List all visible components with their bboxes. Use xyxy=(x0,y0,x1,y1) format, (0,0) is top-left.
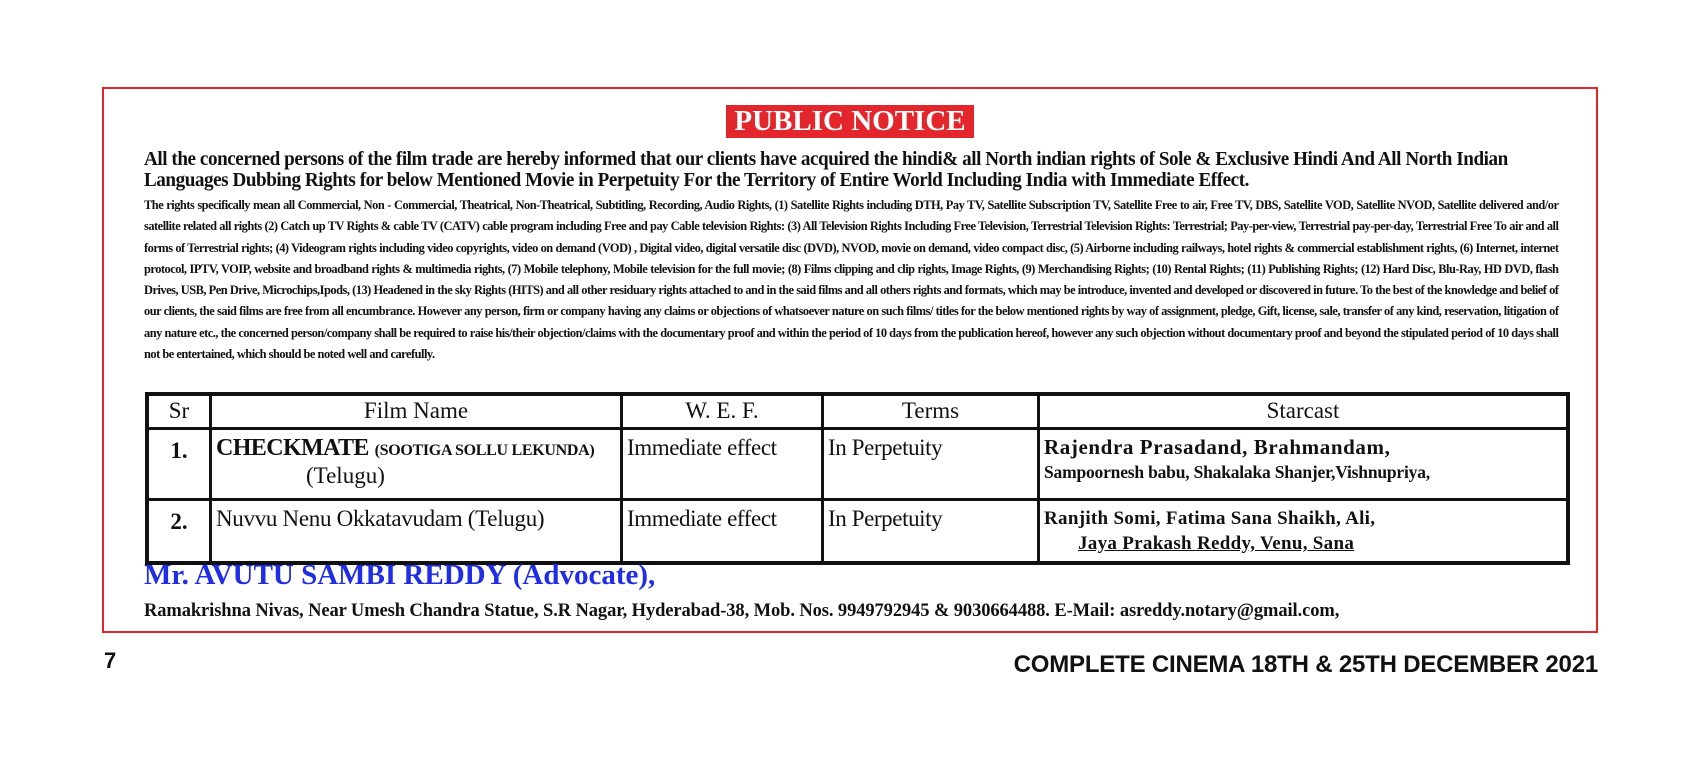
header-sr: Sr xyxy=(147,394,211,429)
film-rights-table xyxy=(145,392,1570,565)
starcast-line-1: Rajendra Prasadand, Brahmandam, xyxy=(1044,435,1391,459)
title-wrap xyxy=(104,105,1596,138)
public-notice-box xyxy=(102,87,1598,633)
film-title: CHECKMATE xyxy=(216,435,369,461)
starcast-line-2: Jaya Prakash Reddy, Venu, Sana xyxy=(1078,533,1355,554)
notice-lead-paragraph: All the concerned persons of the film trade are hereby informed that our clients have acquired the hindi& all North indian rights of Sole & Exclusive Hindi And All North Indian Languages Dubbing Rights for below Mentioned Movie in Perpetuity For the Territory of Entire World Including India with Immediate Effect. xyxy=(144,149,1508,191)
film-language: (Telugu) xyxy=(306,463,385,488)
advocate-address: Ramakrishna Nivas, Near Umesh Chandra Statue, S.R Nagar, Hyderabad-38, Mob. Nos. 9949792945 & 9030664488. E-Mail: asreddy.notary@gmail.com, xyxy=(144,601,1340,621)
table-row xyxy=(147,429,1568,500)
table-row xyxy=(147,500,1568,564)
row-film-name: Nuvvu Nenu Okkatavudam (Telugu) xyxy=(211,500,622,564)
row-sr: 1. xyxy=(147,429,211,500)
row-starcast xyxy=(1039,429,1569,500)
row-wef: Immediate effect xyxy=(622,500,823,564)
page-number: 7 xyxy=(104,648,117,673)
notice-title: PUBLIC NOTICE xyxy=(726,105,973,138)
publication-footer: COMPLETE CINEMA 18TH & 25TH DECEMBER 2021 xyxy=(1013,651,1598,678)
table-header-row xyxy=(147,394,1568,429)
row-terms: In Perpetuity xyxy=(823,500,1039,564)
notice-rights-paragraph: The rights specifically mean all Commercial, Non - Commercial, Theatrical, Non-Theatrical, Subtitling, Recording, Audio Rights, (1) Satellite Rights including DTH, Pay TV, Satellite Subscription TV, Satellite Free to air, Free TV, DBS, Satellite VOD, Satellite NVOD, Satellite delivered and/or satellite related all rights (2) Catch up TV Rights & cable TV (CATV) cable program including Free and pay Cable television Rights: (3) All Television Rights Including Free Television, Terrestrial Television Rights: Terrestrial; Pay-per-view, Terrestrial pay-per-day, Terrestrial Free To air and all forms of Terrestrial rights; (4) Videogram rights including video copyrights, video on demand (VOD) , Digital video, digital versatile disc (DVD), NVOD, movie on demand, video compact disc, (5) Airborne including railways, hotel rights & commercial establishment rights, (6) Internet, internet protocol, IPTV, VOIP, website and broadband rights & multimedia rights, (7) Mobile telephony, Mobile television for the full movie; (8) Films clipping and clip rights, Image Rights, (9) Merchandising Rights; (10) Rental Rights; (11) Publishing Rights; (12) Hard Disc, Blu-Ray, HD DVD, flash Drives, USB, Pen Drive, Microchips,Ipods, (13) Headened in the sky Rights (HITS) and all other residuary rights attached to and in the said films and all others rights and formats, which may be introduce, invented and developed or discovered in future. To the best of the knowledge and belief of our clients, the said films are free from all encumbrance. However any person, firm or company having any claims or objections of whatsoever nature on such films/ titles for the below mentioned rights by way of assignment, pledge, Gift, license, sale, transfer of any kind, reservation, litigation of any nature etc., the concerned person/company shall be required to raise his/their objection/claims with the documentary proof and within the period of 10 days from the publication hereof, however any such objection without documentary proof and beyond the stipulated period of 10 days shall not be entertained, which should be noted well and carefully. xyxy=(144,198,1559,362)
header-wef: W. E. F. xyxy=(622,394,823,429)
row-sr: 2. xyxy=(147,500,211,564)
header-terms: Terms xyxy=(823,394,1039,429)
row-starcast xyxy=(1039,500,1569,564)
starcast-line-2: Sampoornesh babu, Shakalaka Shanjer,Vishnupriya, xyxy=(1044,462,1430,482)
header-starcast: Starcast xyxy=(1039,394,1569,429)
row-terms: In Perpetuity xyxy=(823,429,1039,500)
header-film-name: Film Name xyxy=(211,394,622,429)
row-film-name xyxy=(211,429,622,500)
film-subtitle: (SOOTIGA SOLLU LEKUNDA) xyxy=(374,442,595,459)
advocate-name: Mr. AVUTU SAMBI REDDY (Advocate), xyxy=(144,559,656,591)
row-wef: Immediate effect xyxy=(622,429,823,500)
starcast-line-1: Ranjith Somi, Fatima Sana Shaikh, Ali, xyxy=(1044,508,1376,529)
